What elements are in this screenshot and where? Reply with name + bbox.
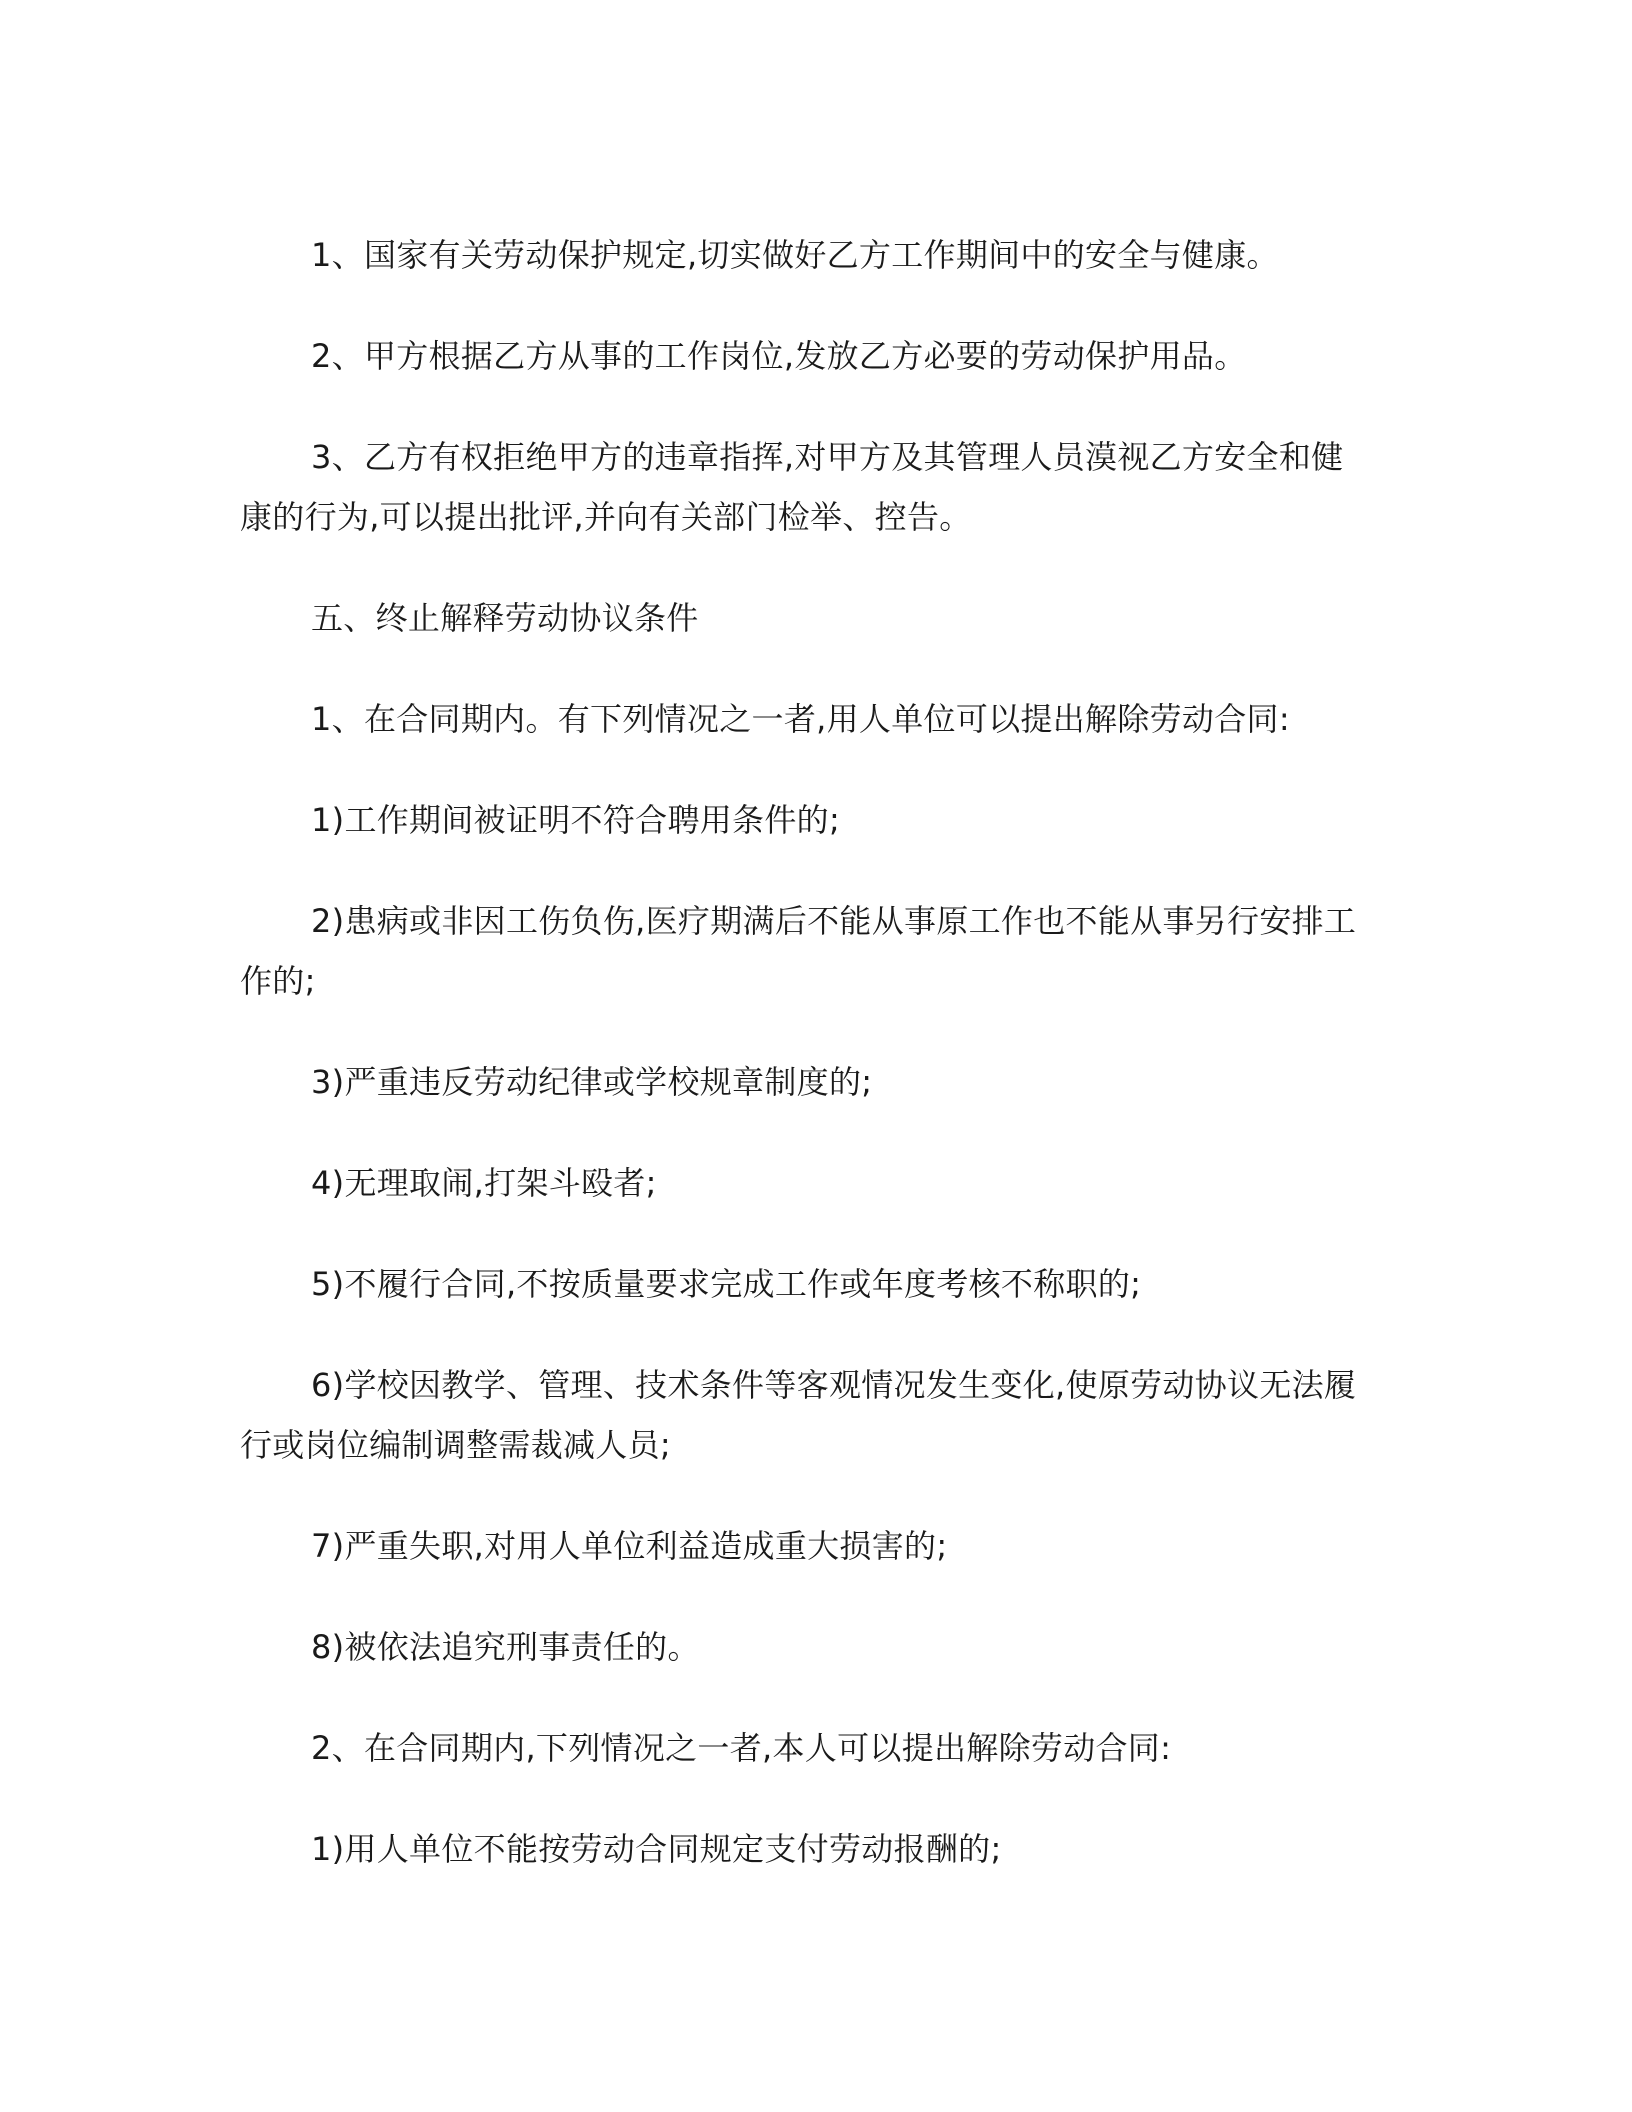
paragraph-refuse-violations: 3、乙方有权拒绝甲方的违章指挥,对甲方及其管理人员漠视乙方安全和健康的行为,可以提出批评,并向有关部门检举、控告。 xyxy=(240,438,1344,536)
paragraph-employee-termination: 2、在合同期内,下列情况之一者,本人可以提出解除劳动合同: xyxy=(311,1729,1172,1767)
list-item: 8)被依法追究刑事责任的。 xyxy=(311,1628,700,1666)
list-item: 5)不履行合同,不按质量要求完成工作或年度考核不称职的; xyxy=(311,1265,1142,1303)
list-item: 2)患病或非因工伤负伤,医疗期满后不能从事原工作也不能从事另行安排工作的; xyxy=(240,902,1357,1000)
list-item: 4)无理取闹,打架斗殴者; xyxy=(311,1164,657,1202)
list-item: 7)严重失职,对用人单位利益造成重大损害的; xyxy=(311,1527,948,1565)
list-item: 6)学校因教学、管理、技术条件等客观情况发生变化,使原劳动协议无法履行或岗位编制调整需裁减人员; xyxy=(240,1366,1357,1464)
document-body xyxy=(240,225,1375,1879)
paragraph-protective-equipment: 2、甲方根据乙方从事的工作岗位,发放乙方必要的劳动保护用品。 xyxy=(311,337,1247,375)
list-item: 1)用人单位不能按劳动合同规定支付劳动报酬的; xyxy=(311,1830,1002,1868)
paragraph-safety-health: 1、国家有关劳动保护规定,切实做好乙方工作期间中的安全与健康。 xyxy=(311,236,1279,274)
section-heading-termination: 五、终止解释劳动协议条件 xyxy=(311,599,699,637)
list-item: 1)工作期间被证明不符合聘用条件的; xyxy=(311,801,841,839)
paragraph-employer-termination: 1、在合同期内。有下列情况之一者,用人单位可以提出解除劳动合同: xyxy=(311,700,1290,738)
list-item: 3)严重违反劳动纪律或学校规章制度的; xyxy=(311,1063,873,1101)
